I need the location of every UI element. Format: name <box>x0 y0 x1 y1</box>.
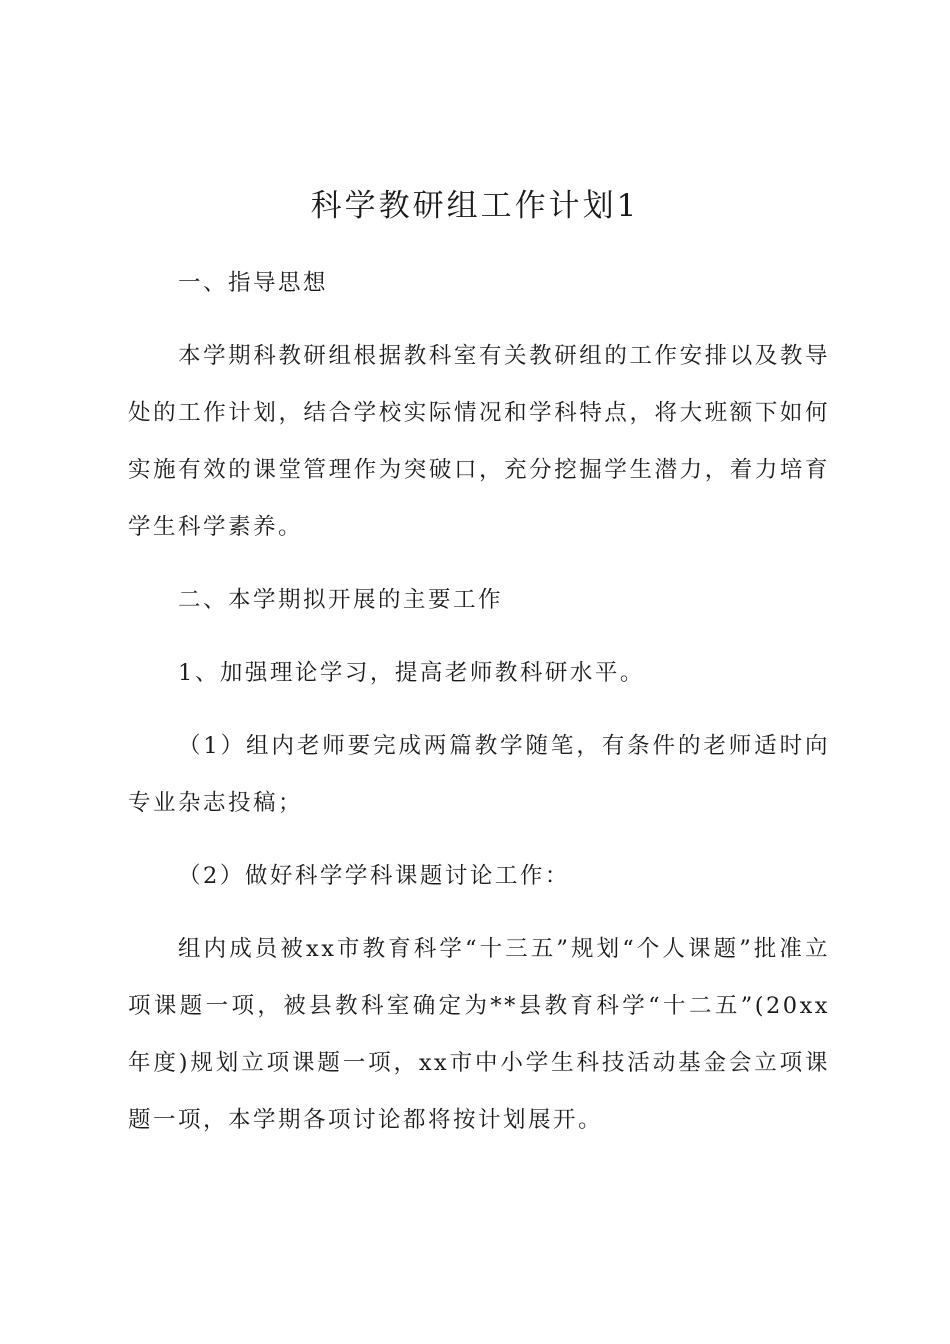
section-heading-main-work: 二、本学期拟开展的主要工作 <box>178 587 504 613</box>
document-body <box>128 255 830 1149</box>
body-paragraph: 组内成员被xx市教育科学“十三五”规划“个人课题”批准立项课题一项，被县教科室确定为**县教育科学“十二五”(20xx年度)规划立项课题一项，xx市中小学生科技活动基金会立项课题一项，本学期各项讨论都将按计划展开。 <box>128 936 830 1133</box>
document-title: 科学教研组工作计划1 <box>310 188 640 224</box>
section-heading-guiding-thought: 一、指导思想 <box>178 270 329 296</box>
body-paragraph: 本学期科教研组根据教科室有关教研组的工作安排以及教导处的工作计划，结合学校实际情况和学科特点，将大班额下如何实施有效的课堂管理作为突破口，充分挖掘学生潜力，着力培育学生科学素养。 <box>128 343 830 540</box>
list-item: （1）组内老师要完成两篇教学随笔，有条件的老师适时向专业杂志投稿； <box>128 733 830 816</box>
subsection-heading: 1、加强理论学习，提高老师教科研水平。 <box>178 660 645 686</box>
list-item: （2）做好科学学科课题讨论工作： <box>178 863 570 889</box>
